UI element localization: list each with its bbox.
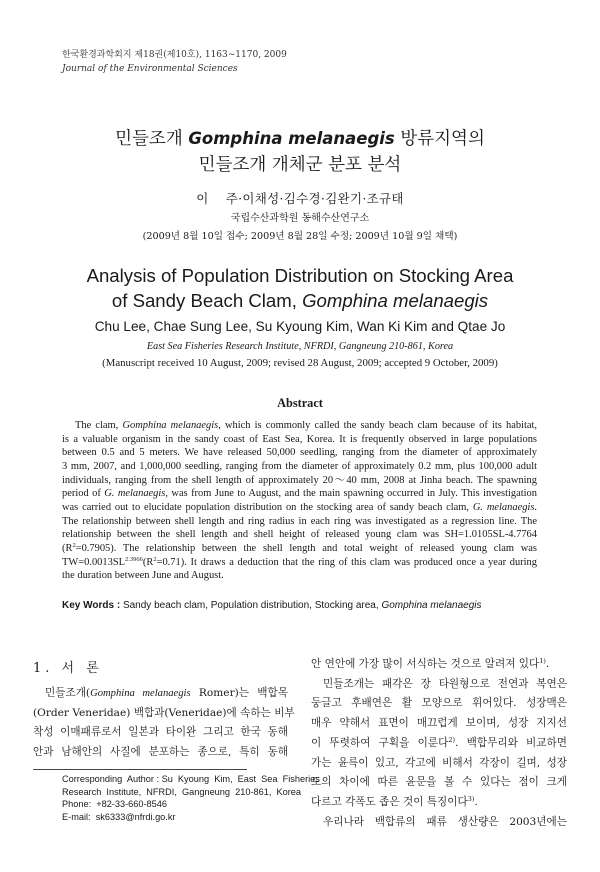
intro-line: 안과 남해안의 사질에 분포하는 종으로, 특히 동해 [33, 746, 288, 759]
abstract-line: the duration between June and August. [62, 570, 224, 582]
english-title-line2 [0, 288, 600, 313]
footnote-divider [33, 769, 247, 770]
journal-header [62, 48, 287, 76]
corresponding-author-footnote [62, 773, 320, 823]
intro-line: 착성 이매패류로서 일본과 타이완 그리고 한국 동해 [33, 726, 288, 739]
english-title-line1: Analysis of Population Distribution on Stocking Area [86, 265, 514, 286]
korean-authors: 이 주·이채성·김수경·김완기·조규태 [196, 191, 404, 206]
abstract-line: period of G. melanaegis, was from June to August, and the main spawning occurred in July. This investigation [62, 488, 537, 500]
footnote-line: Research Institute, NFRDI, Gangneung 210-861, Korea [62, 786, 302, 797]
footnote-line: Corresponding Author : Su Kyoung Kim, East Sea Fisheries [62, 774, 320, 784]
keywords-text: Sandy beach clam, Population distribution, Stocking area, [122, 600, 382, 611]
keywords-label: Key Words : [62, 600, 123, 611]
korean-title [0, 126, 600, 178]
keywords [62, 599, 542, 613]
intro-line: 도의 차이에 따른 윤문을 볼 수 있다는 점이 크게 [311, 776, 567, 789]
intro-right-column [311, 655, 567, 832]
korean-title-suffix: 방류지역의 [394, 129, 485, 149]
english-dates: (Manuscript received 10 August, 2009; revised 28 August, 2009; accepted 9 October, 2009) [102, 357, 498, 369]
abstract-line: relationship between the shell length and shell height of released young clam was SH=1.0105SL-4.7764 [62, 529, 537, 541]
abstract-line: $(R^2=0.7905)$. The relationship between the shell length and total weight of released young clam was [62, 541, 537, 554]
intro-line: 민들조개는 패각은 장 타원형으로 전연과 복연은 [323, 677, 567, 690]
section-heading: 1. 서 론 [33, 661, 103, 676]
english-title-prefix: of Sandy Beach Clam, [111, 290, 303, 311]
intro-line: 매우 약해서 표면이 매끄럽게 보이며, 성장 지지선 [311, 717, 567, 730]
journal-name: Journal of the Environmental Sciences [62, 64, 238, 74]
korean-title-prefix: 민들조개 [115, 129, 189, 149]
intro-line: 우리나라 백합류의 패류 생산량은 2003년에는 [323, 815, 567, 828]
english-authors: Chu Lee, Chae Sung Lee, Su Kyoung Kim, Wan Ki Kim and Qtae Jo [94, 319, 506, 334]
korean-title-line2: 민들조개 개체군 분포 분석 [198, 155, 402, 175]
intro-line: 다르고 각폭도 좁은 것이 특징이다$^{3)}$. [311, 794, 478, 808]
english-title-species: Gomphina melanaegis [302, 290, 489, 311]
abstract-body [62, 419, 537, 583]
intro-line: 민들조개(Gomphina melanaegis Romer)는 백합목 [45, 687, 288, 699]
korean-title-line1 [0, 126, 600, 152]
abstract-line: between 0.5 and 5 meters. We have released 50,000 seedling, ranging from the diameter of approximately [62, 447, 537, 459]
korean-title-species: Gomphina melanaegis [188, 129, 395, 148]
intro-line: 가는 윤륵이 있고, 각고에 비해서 각장이 길며, 성장 [311, 756, 567, 769]
intro-line: 이 뚜렷하여 구획을 이룬다$^{2)}$. 백합무리와 비교하면 [311, 735, 567, 749]
abstract-line: The clam, Gomphina melanaegis, which is commonly called the sandy beach clam because of its habitat, [75, 420, 537, 431]
journal-citation: 한국환경과학회지 제18권(제10호), 1163∼1170, 2009 [62, 50, 287, 60]
keywords-species: Gomphina melanaegis [381, 600, 482, 611]
korean-affiliation: 국립수산과학원 동해수산연구소 [230, 213, 370, 224]
footnote-email: E-mail: sk6333@nfrdi.go.kr [62, 811, 176, 822]
abstract-line: The relationship between shell length and ring radius in each ring was investigated as a regression line. The [62, 515, 537, 527]
abstract-line: is a valuable organism in the sandy coast of East Sea, Korea. It is frequently observed in large populations [62, 433, 537, 445]
intro-line: (Order Veneridae) 백합과(Veneridae)에 속하는 비부 [33, 706, 295, 719]
intro-line: 안 연안에 가장 많이 서식하는 것으로 알려져 있다$^{1)}$. [311, 657, 550, 670]
abstract-heading: Abstract [277, 396, 323, 410]
intro-line: 둥글고 후배연은 활 모양으로 휘어있다. 성장맥은 [311, 697, 567, 710]
abstract-line: individuals, ranging from the shell length of approximately 20～40 mm, 2008 at Jinha beach. The spawning [62, 474, 537, 486]
korean-dates: (2009년 8월 10일 접수; 2009년 8월 28일 수정; 2009년 10월 9일 채택) [142, 231, 458, 242]
english-title [0, 263, 600, 313]
abstract-line: was carried out to elucidate population distribution on the stocking area of sandy beach clam, G. melanaegis. [62, 501, 537, 513]
english-affiliation: East Sea Fisheries Research Institute, NFRDI, Gangneung 210-861, Korea [146, 341, 454, 352]
intro-left-paragraph [33, 684, 295, 763]
footnote-line: Phone: +82-33-660-8546 [62, 799, 167, 809]
abstract-line: $TW=0.0013SL^{2.3966}(R^2=0.71)$. It draws a deduction that the ring of this clam was produced once a year during [62, 555, 537, 568]
abstract-line: 3 mm, 2007, and 1,000,000 seedling, ranging from the diameter of approximately 0.2 mm, plus 100,000 adult [62, 460, 537, 472]
